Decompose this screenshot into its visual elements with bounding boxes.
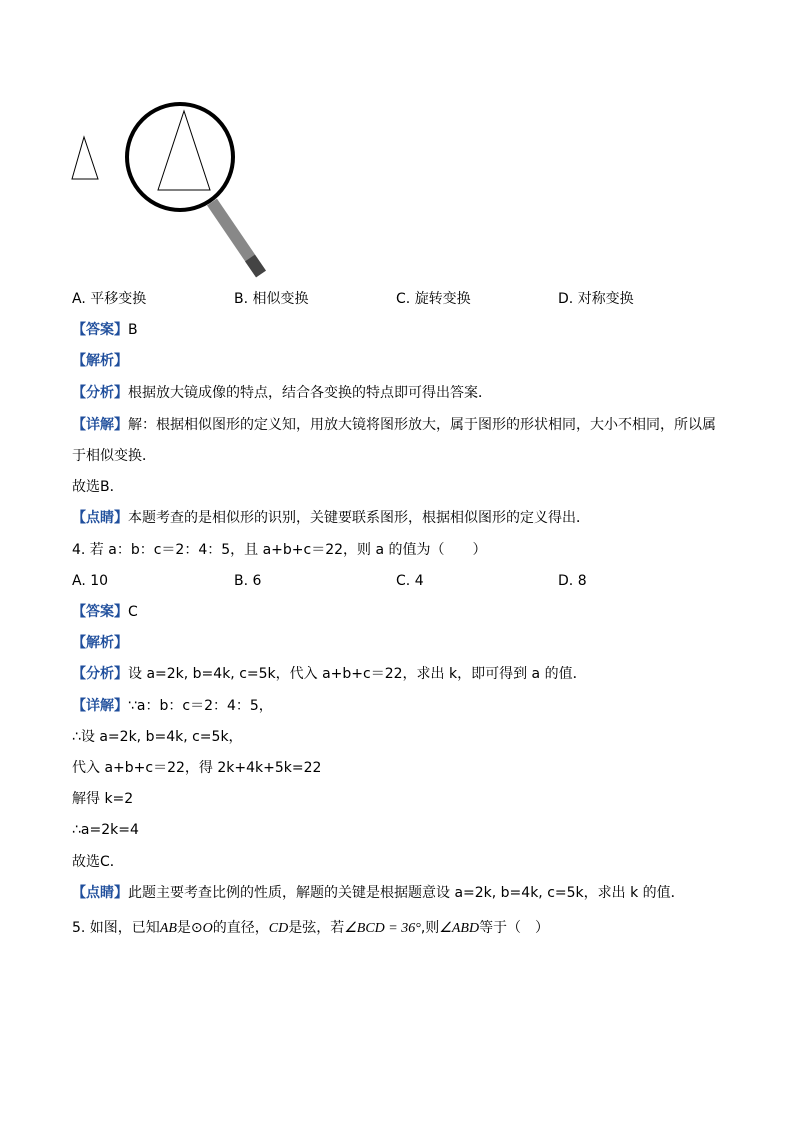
q4-stem: 4. 若 a：b：c＝2：4：5，且 a+b+c＝22，则 a 的值为（ ） [72, 542, 487, 558]
small-triangle [72, 137, 98, 179]
q5-stem: 5. 如图，已知AB是⊙O的直径，CD是弦，若∠BCD = 36°,则∠ABD等于（ ） [72, 920, 550, 936]
q4-fenxi: 【分析】设 a=2k, b=4k, c=5k，代入 a+b+c＝22，求出 k，即可得到 a 的值． [72, 666, 587, 682]
q4-step-4: 解得 k=2 [72, 791, 134, 807]
q3-dianjing: 【点睛】本题考查的是相似形的识别，关键要联系图形，根据相似图形的定义得出． [72, 510, 590, 526]
magnifier-figure [62, 92, 282, 292]
q4-step-3: 代入 a+b+c＝22，得 2k+4k+5k=22 [72, 760, 322, 776]
q4-option-d: D. 8 [558, 573, 587, 589]
q4-option-b: B. 6 [234, 573, 262, 589]
q3-analysis-heading: 【解析】 [72, 353, 128, 369]
q3-option-d: D. 对称变换 [558, 291, 634, 307]
q3-fenxi: 【分析】根据放大镜成像的特点，结合各变换的特点即可得出答案． [72, 385, 492, 401]
q4-answer: 【答案】C [72, 604, 138, 620]
q4-choose: 故选C． [72, 854, 124, 870]
q4-xiangjie: 【详解】∵a：b：c＝2：4：5， [72, 698, 273, 714]
q4-step-2: ∴设 a=2k, b=4k, c=5k， [72, 729, 243, 745]
magnifier-grip [250, 258, 261, 274]
q3-xiangjie: 【详解】解：根据相似图形的定义知，用放大镜将图形放大，属于图形的形状相同，大小不相同，所以属 [72, 417, 716, 433]
q4-dianjing: 【点睛】此题主要考查比例的性质，解题的关键是根据题意设 a=2k, b=4k, c=5k，求出 k 的值． [72, 885, 685, 901]
q3-option-b: B. 相似变换 [234, 291, 309, 307]
magnifier-lens [127, 104, 233, 210]
q4-option-c: C. 4 [396, 573, 424, 589]
q3-option-a: A. 平移变换 [72, 291, 147, 307]
q3-answer: 【答案】B [72, 322, 138, 338]
q4-option-a: A. 10 [72, 573, 109, 589]
q3-xiangjie-cont: 于相似变换． [72, 448, 156, 464]
q4-step-5: ∴a=2k=4 [72, 822, 139, 838]
q3-option-c: C. 旋转变换 [396, 291, 471, 307]
q4-analysis-heading: 【解析】 [72, 635, 128, 651]
q3-choose: 故选B． [72, 479, 124, 495]
